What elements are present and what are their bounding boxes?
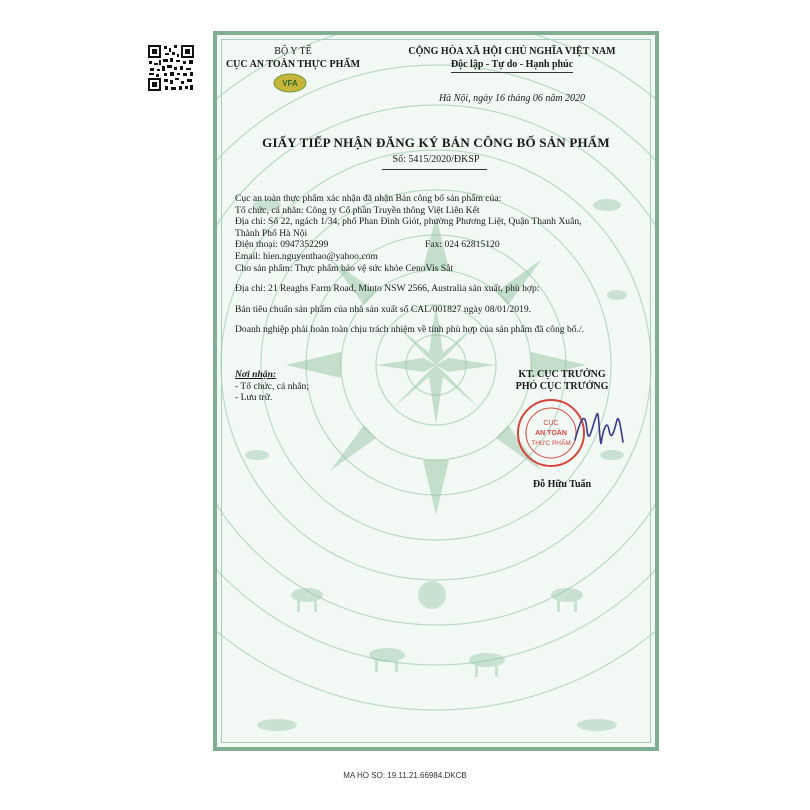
qr-code bbox=[147, 44, 195, 92]
signature-line-2: PHÓ CỤC TRƯỞNG bbox=[515, 381, 609, 392]
phone: Điện thoại: 0947352299 bbox=[235, 239, 329, 251]
address-line-1: Địa chỉ: Số 22, ngách 1/34, phố Phan Đình Giót, phường Phương Liệt, Quận Thanh Xuân, bbox=[235, 216, 582, 228]
ministry-name: BỘ Y TẾ bbox=[274, 46, 312, 57]
email: Email: hien.nguyenthao@yahoo.com bbox=[235, 250, 378, 262]
recipients-title: Nơi nhận: bbox=[235, 369, 277, 380]
signer-name: Đỗ Hữu Tuấn bbox=[532, 479, 592, 490]
certificate-document bbox=[213, 31, 659, 751]
stamp-line-2: AN TOÀN bbox=[535, 430, 567, 437]
address-line-2: Thành Phố Hà Nội bbox=[235, 227, 308, 239]
national-motto: Độc lập - Tự do - Hạnh phúc bbox=[451, 58, 573, 73]
logo-text: VFA bbox=[282, 79, 298, 88]
document-title: GIẤY TIẾP NHẬN ĐĂNG KÝ BẢN CÔNG BỐ SẢN PHẨM bbox=[262, 135, 610, 150]
standard-reference: Bản tiêu chuẩn sản phẩm của nhà sản xuất số CAL/001827 ngày 08/01/2019. bbox=[235, 303, 532, 315]
signature-title bbox=[477, 369, 647, 393]
issue-date: Hà Nội, ngày 16 tháng 06 năm 2020 bbox=[438, 93, 586, 104]
dossier-code: MA HO SO: 19.11.21.66984.DKCB bbox=[343, 771, 467, 780]
organization: Tổ chức, cá nhân: Công ty Cổ phần Truyền thông Việt Liên Kết bbox=[235, 204, 480, 216]
fax: Fax: 024 62815120 bbox=[425, 239, 500, 251]
intro-text: Cục an toàn thực phẩm xác nhận đã nhận Bản công bố sản phẩm của: bbox=[235, 193, 502, 204]
vfa-logo bbox=[273, 73, 307, 93]
title-divider bbox=[382, 169, 487, 170]
recipient-item: - Lưu trữ. bbox=[235, 392, 273, 404]
agency-name: CỤC AN TOÀN THỰC PHẨM bbox=[225, 59, 361, 70]
nation-name: CỘNG HÒA XÃ HỘI CHỦ NGHĨA VIỆT NAM bbox=[408, 46, 616, 57]
product-name: Cho sản phẩm: Thực phẩm bảo vệ sức khỏe CenoVis Sắt bbox=[235, 262, 454, 274]
stamp-line-3: THỰC PHẨM bbox=[531, 440, 571, 447]
handwritten-signature bbox=[569, 400, 629, 460]
signature-line-1: KT. CỤC TRƯỞNG bbox=[518, 369, 606, 380]
issuing-agency bbox=[223, 45, 363, 71]
document-body bbox=[235, 193, 645, 336]
recipients-block bbox=[235, 369, 415, 404]
stamp-line-1: CỤC bbox=[543, 420, 559, 427]
document-number: Số: 5415/2020/ĐKSP bbox=[392, 154, 480, 165]
national-header bbox=[377, 45, 647, 73]
recipient-item: - Tổ chức, cá nhân; bbox=[235, 380, 310, 392]
responsibility-note: Doanh nghiệp phải hoàn toàn chịu trách nhiệm về tính phù hợp của sản phẩm đã công bố./. bbox=[235, 324, 585, 336]
manufacturer-address: Địa chỉ: 21 Reaghs Farm Road, Minto NSW 2566, Australia sản xuất, phù hợp: bbox=[235, 283, 540, 295]
